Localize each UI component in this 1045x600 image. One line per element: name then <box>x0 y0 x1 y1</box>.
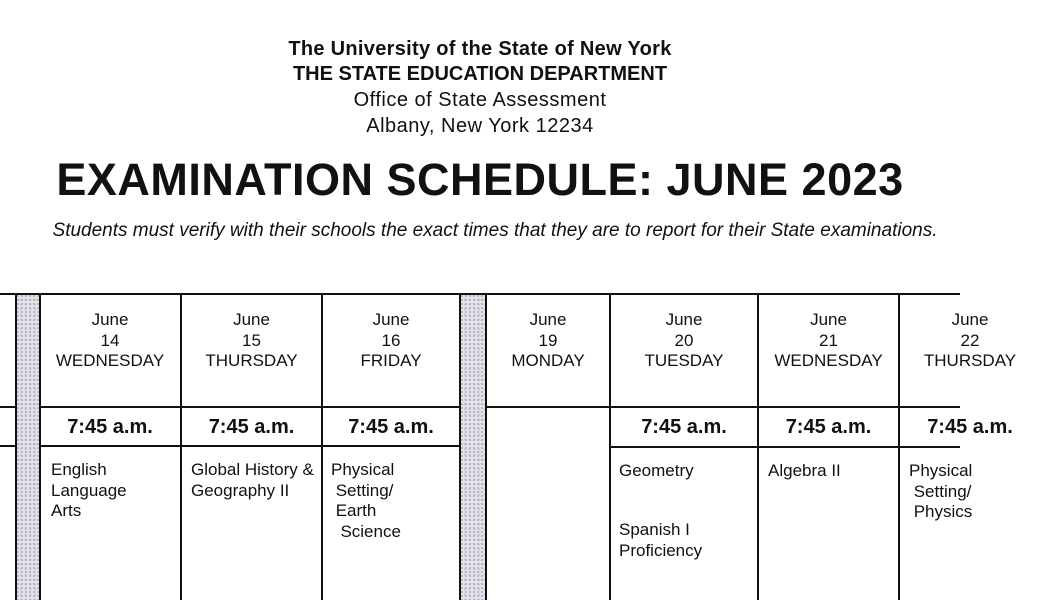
exam-name-line: English <box>51 460 107 479</box>
weekend-separator <box>460 294 485 600</box>
exam-name-line: Global History & <box>191 460 314 479</box>
exam-name <box>619 461 694 482</box>
day-weekday: THURSDAY <box>205 351 298 370</box>
exam-time-14: 7:45 a.m. <box>67 416 153 438</box>
day-month: June <box>372 310 410 329</box>
page-title: EXAMINATION SCHEDULE: JUNE 2023 <box>56 154 904 205</box>
notice-text: Students must verify with their schools the exact times that they are to report for their State examinations. <box>52 220 938 241</box>
day-header-20 <box>611 310 757 372</box>
exam-name <box>331 460 401 542</box>
day-date: 21 <box>819 330 838 350</box>
day-date: 19 <box>538 330 558 350</box>
day-month: June <box>233 310 270 329</box>
day-weekday: FRIDAY <box>360 351 422 370</box>
time-row-bottom-border <box>609 446 960 448</box>
day-weekday: WEDNESDAY <box>774 351 883 370</box>
exam-time-20: 7:45 a.m. <box>641 416 727 438</box>
day-weekday: TUESDAY <box>644 351 724 370</box>
exam-name-line: Setting/ <box>909 481 972 501</box>
day-date: 16 <box>381 330 401 350</box>
exam-time-15: 7:45 a.m. <box>208 416 295 438</box>
exam-name-line: Physical <box>331 460 395 479</box>
day-month: June <box>665 310 703 329</box>
time-row-bottom-border <box>40 445 460 447</box>
header-university: The University of the State of New York <box>288 38 672 60</box>
exam-name-line: Algebra II <box>768 461 841 480</box>
column-border <box>459 294 461 600</box>
exam-name <box>768 461 841 482</box>
header-address: Albany, New York 12234 <box>366 115 594 137</box>
day-date: 14 <box>100 330 120 350</box>
exam-name-line: Setting/ <box>331 480 394 500</box>
exam-name-line: Arts <box>51 501 82 520</box>
day-weekday: MONDAY <box>511 351 585 370</box>
day-header-14 <box>40 310 180 372</box>
day-header-22 <box>900 310 1040 372</box>
exam-name-line: Physical <box>909 461 973 480</box>
day-date: 15 <box>242 330 261 350</box>
weekend-separator <box>16 294 39 600</box>
exam-time-22: 7:45 a.m. <box>927 416 1013 438</box>
column-border <box>15 294 17 600</box>
day-weekday: THURSDAY <box>923 351 1017 370</box>
exam-name-line: Geometry <box>619 461 694 480</box>
day-month: June <box>810 310 847 329</box>
day-month: June <box>529 310 567 329</box>
table-top-border <box>0 293 960 295</box>
exam-name <box>619 520 702 561</box>
day-month: June <box>91 310 129 329</box>
time-row-bottom-border <box>0 445 16 447</box>
exam-time-21: 7:45 a.m. <box>785 416 872 438</box>
day-weekday: WEDNESDAY <box>55 351 165 370</box>
exam-name-line: Science <box>331 521 401 541</box>
header-office: Office of State Assessment <box>353 89 607 111</box>
day-month: June <box>951 310 989 329</box>
exam-name-line: Earth <box>331 501 377 520</box>
day-header-16 <box>323 310 459 372</box>
exam-name-line: Proficiency <box>619 540 703 560</box>
exam-name-line: Physics <box>909 502 973 521</box>
header-department: THE STATE EDUCATION DEPARTMENT <box>292 63 668 85</box>
time-row-top-border <box>0 406 16 408</box>
exam-time-16: 7:45 a.m. <box>348 416 434 438</box>
day-header-21 <box>759 310 898 372</box>
exam-name <box>191 460 314 501</box>
time-row-top-border <box>485 406 960 408</box>
day-header-19 <box>487 310 609 372</box>
day-header-15 <box>182 310 321 372</box>
exam-name-line: Spanish I <box>619 520 690 539</box>
day-date: 20 <box>674 330 694 350</box>
time-row-top-border <box>40 406 460 408</box>
exam-name-line: Geography II <box>191 480 290 500</box>
exam-name <box>909 461 972 523</box>
exam-name <box>51 460 127 522</box>
day-date: 22 <box>960 330 980 350</box>
exam-name-line: Language <box>51 480 127 500</box>
